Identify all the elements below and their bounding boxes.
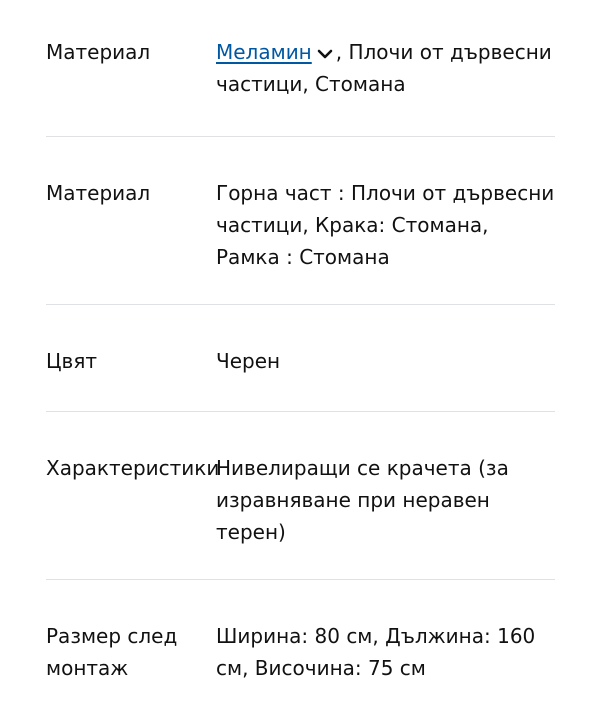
spec-label: Цвят: [46, 349, 97, 373]
spec-value: Ширина: 80 см, Дължина: 160 см, Височина: 75 см: [216, 624, 536, 680]
spec-value: Горна част : Плочи от дървесни частици, Крака: Стомана, Рамка : Стомана: [216, 181, 555, 269]
spec-label: Размер след монтаж: [46, 624, 178, 680]
spec-row-material-detail: [46, 137, 555, 305]
material-link-melamine[interactable]: Меламин: [216, 40, 312, 64]
spec-label: Характеристики: [46, 456, 220, 480]
chevron-down-icon[interactable]: [316, 47, 334, 61]
spec-row-color: [46, 305, 555, 412]
spec-value: Нивелиращи се крачета (за изравняване при неравен терен): [216, 456, 509, 544]
spec-label: Материал: [46, 181, 151, 205]
spec-row-assembled-size: [46, 580, 555, 704]
spec-row-material: [46, 0, 555, 137]
spec-value-text: , Плочи от дървесни частици, Стомана: [216, 40, 552, 96]
spec-row-features: [46, 412, 555, 580]
spec-value: Черен: [216, 349, 281, 373]
spec-label: Материал: [46, 40, 151, 64]
spec-value: [216, 36, 555, 136]
product-spec-list: [46, 0, 555, 704]
